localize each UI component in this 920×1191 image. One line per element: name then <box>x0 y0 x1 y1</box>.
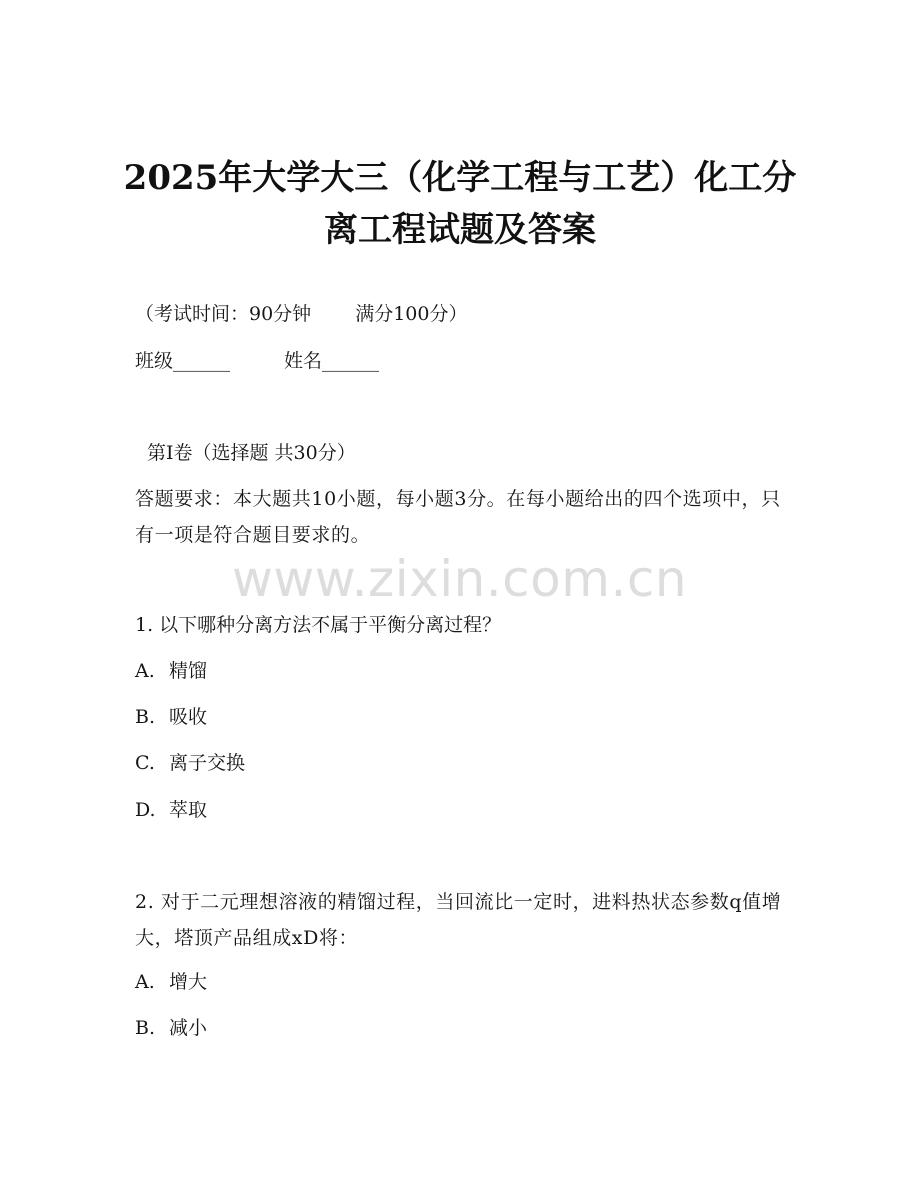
option-letter: B. <box>135 1017 156 1039</box>
option-item <box>135 969 207 995</box>
option-text: 萃取 <box>169 799 208 821</box>
name-field-label: 姓名______ <box>284 350 380 372</box>
option-letter: A. <box>135 660 155 682</box>
option-item <box>135 750 245 776</box>
option-letter: C. <box>135 752 155 774</box>
document-title-line-2: 离工程试题及答案 <box>324 210 596 250</box>
option-text: 增大 <box>169 971 208 993</box>
watermark: www.zixin.com.cn <box>232 550 688 608</box>
option-text: 离子交换 <box>169 752 246 774</box>
question-stem: 1. 以下哪种分离方法不属于平衡分离过程？ <box>135 614 502 636</box>
option-text: 吸收 <box>169 706 208 728</box>
option-item <box>135 704 207 730</box>
exam-full-score: 满分100分） <box>355 303 468 325</box>
instructions: 答题要求：本大题共10小题，每小题3分。在每小题给出的四个选项中，只有一项是符合题目要求的。 <box>135 488 781 546</box>
student-info <box>135 348 379 374</box>
section-header: 第Ⅰ卷（选择题 共30分） <box>147 442 356 464</box>
document-title-line-1: 2025年大学大三（化学工程与工艺）化工分 <box>123 158 797 198</box>
class-field-label: 班级______ <box>135 350 231 372</box>
option-item <box>135 797 207 823</box>
question-stem: 2. 对于二元理想溶液的精馏过程，当回流比一定时，进料热状态参数q值增大，塔顶产品组成xD将： <box>135 891 782 949</box>
exam-info <box>135 301 467 327</box>
option-letter: D. <box>135 799 156 821</box>
option-item <box>135 1015 207 1041</box>
option-letter: A. <box>135 971 155 993</box>
option-text: 减小 <box>169 1017 208 1039</box>
option-item <box>135 658 207 684</box>
option-text: 精馏 <box>169 660 208 682</box>
option-letter: B. <box>135 706 156 728</box>
exam-time: （考试时间：90分钟 <box>135 303 312 325</box>
